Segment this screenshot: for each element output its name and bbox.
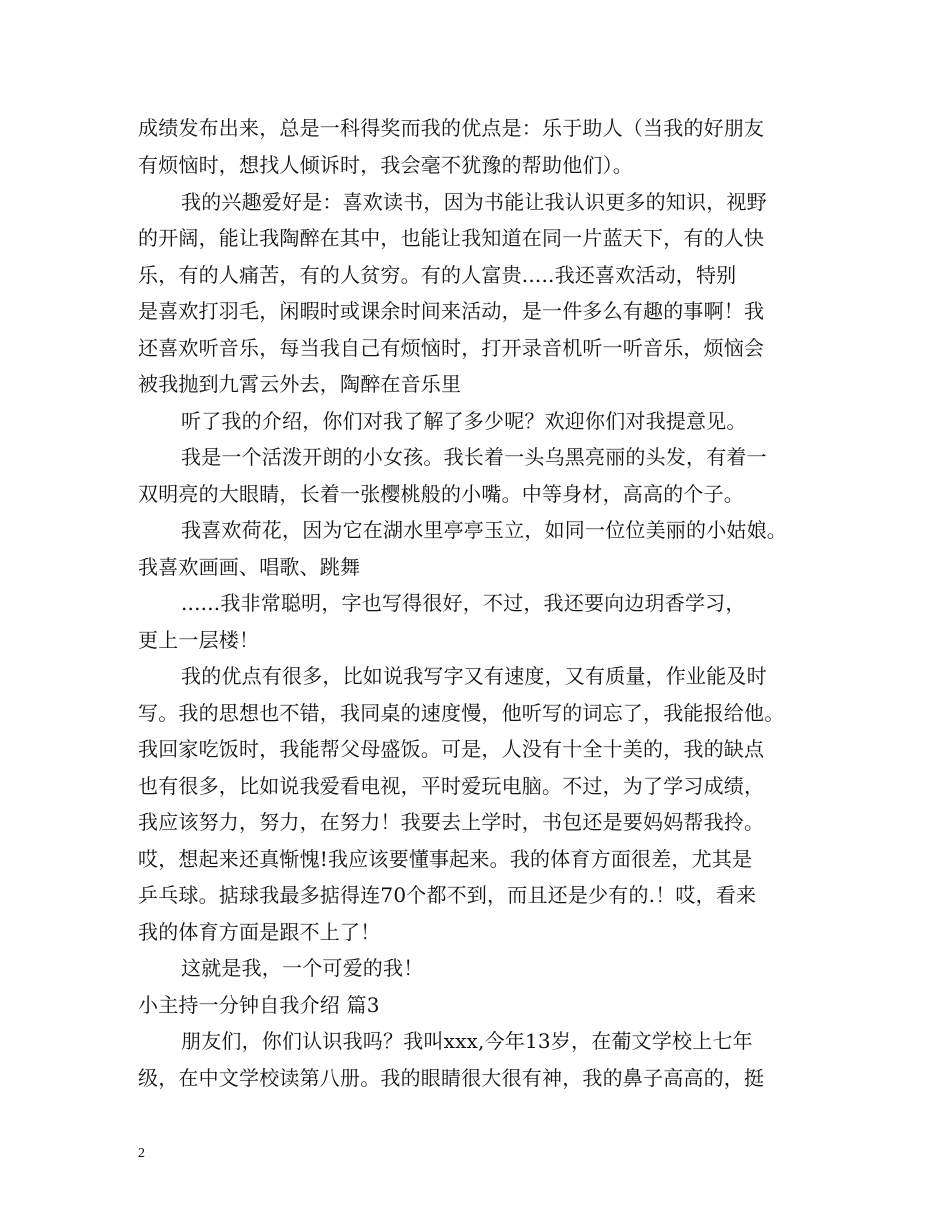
text-line: 我的体育方面是跟不上了！	[138, 920, 381, 944]
text-line: 写。我的思想也不错，我同桌的速度慢，他听写的词忘了，我能报给他。	[138, 701, 785, 725]
text-line: 有烦恼时，想找人倾诉时，我会毫不犹豫的帮助他们）。	[138, 153, 633, 177]
text-line: 我的兴趣爱好是：喜欢读书，因为书能让我认识更多的知识，视野	[181, 190, 767, 214]
text-line: 的开阔，能让我陶醉在其中，也能让我知道在同一片蓝天下，有的人快	[138, 226, 765, 250]
text-line: 乒乓球。掂球我最多掂得连70个都不到，而且还是少有的.！哎，看来	[138, 883, 757, 907]
text-line: 我回家吃饭时，我能帮父母盛饭。可是，人没有十全十美的，我的缺点	[138, 737, 765, 761]
text-line: 还喜欢听音乐，每当我自己有烦恼时，打开录音机听一听音乐，烦恼会	[138, 336, 765, 360]
section-heading: 小主持一分钟自我介绍 篇3	[138, 993, 380, 1017]
text-line: 哎，想起来还真惭愧!我应该要懂事起来。我的体育方面很差，尤其是	[138, 847, 753, 871]
text-line: 也有很多，比如说我爱看电视，平时爱玩电脑。不过，为了学习成绩，	[138, 774, 765, 798]
text-line: 我应该努力，努力，在努力！我要去上学时，书包还是要妈妈帮我拎。	[138, 810, 765, 834]
text-line: 这就是我，一个可爱的我！	[181, 956, 424, 980]
text-line: 被我抛到九霄云外去，陶醉在音乐里	[138, 372, 462, 396]
text-line: 级，在中文学校读第八册。我的眼睛很大很有神，我的鼻子高高的，挺	[138, 1066, 765, 1090]
text-line: 更上一层楼！	[138, 628, 260, 652]
text-line: 我的优点有很多，比如说我写字又有速度，又有质量，作业能及时	[181, 664, 767, 688]
text-line: ......我非常聪明，字也写得很好，不过，我还要向边玥香学习，	[181, 591, 746, 615]
page-number: 2	[138, 1146, 145, 1161]
text-line: 我喜欢画画、唱歌、跳舞	[138, 555, 361, 579]
text-line: 朋友们，你们认识我吗？我叫xxx,今年13岁，在葡文学校上七年	[181, 1029, 753, 1053]
text-line: 听了我的介绍，你们对我了解了多少呢？欢迎你们对我提意见。	[181, 409, 747, 433]
text-line: 我喜欢荷花，因为它在湖水里亭亭玉立，如同一位位美丽的小姑娘。	[181, 518, 787, 542]
text-line: 我是一个活泼开朗的小女孩。我长着一头乌黑亮丽的头发，有着一	[181, 445, 767, 469]
text-line: 双明亮的大眼睛，长着一张樱桃般的小嘴。中等身材，高高的个子。	[138, 482, 744, 506]
text-line: 乐，有的人痛苦，有的人贫穷。有的人富贵.....我还喜欢活动，特别	[138, 263, 737, 287]
text-line: 成绩发布出来，总是一科得奖而我的优点是：乐于助人（当我的好朋友	[138, 116, 765, 140]
text-line: 是喜欢打羽毛，闲暇时或课余时间来活动，是一件多么有趣的事啊！我	[138, 299, 765, 323]
